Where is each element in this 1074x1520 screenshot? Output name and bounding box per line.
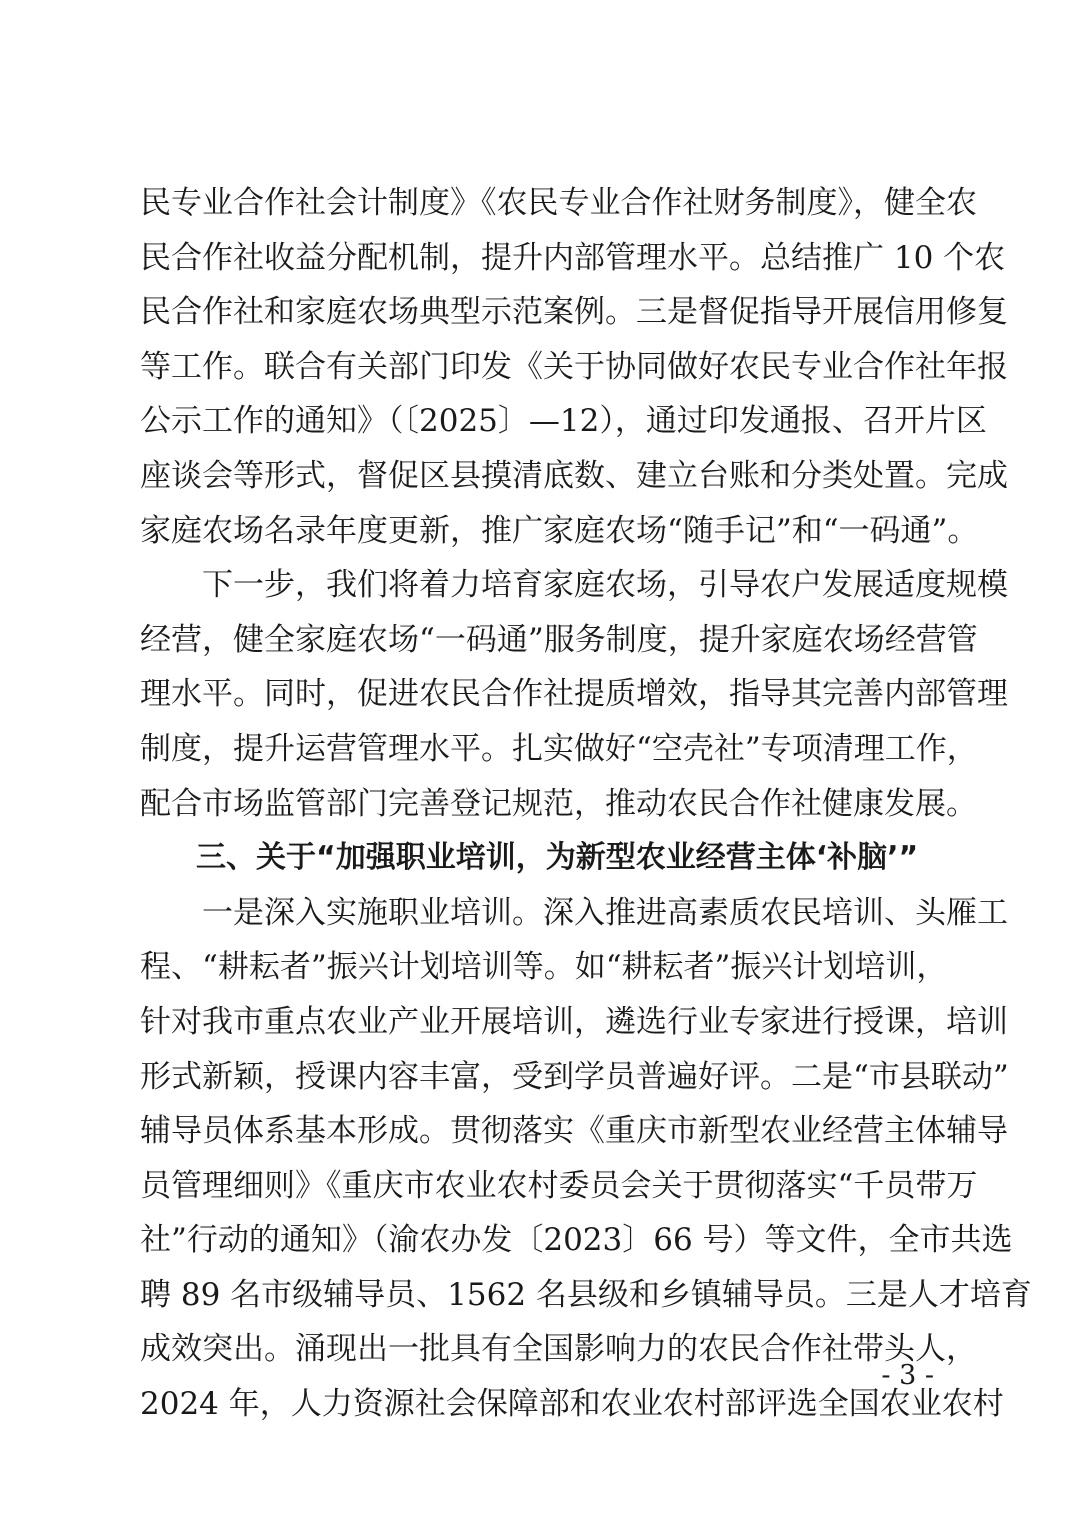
text-line: 民专业合作社会计制度》《农民专业合作社财务制度》，健全农 — [140, 185, 977, 221]
body-text — [140, 176, 1032, 1432]
text-line: 民合作社和家庭农场典型示范案例。三是督促指导开展信用修复 — [140, 294, 1008, 331]
text-line: 成效突出。涌现出一批具有全国影响力的农民合作社带头人， — [140, 1331, 977, 1368]
text-line: 家庭农场名录年度更新，推广家庭农场“随手记”和“一码通”。 — [140, 512, 979, 549]
text-line: 公示工作的通知》（〔2025〕—12），通过印发通报、召开片区 — [140, 403, 987, 440]
text-line: 经营，健全家庭农场“一码通”服务制度，提升家庭农场经营管 — [140, 621, 978, 658]
page-number: - 3 - — [881, 1360, 934, 1391]
text-line: 等工作。联合有关部门印发《关于协同做好农民专业合作社年报 — [140, 348, 1008, 385]
text-line: 聘 89 名市级辅导员、1562 名县级和乡镇辅导员。三是人才培育 — [140, 1276, 1032, 1313]
paragraph-start-line: 一是深入实施职业培训。深入推进高素质农民培训、头雁工 — [202, 894, 1008, 931]
text-line: 理水平。同时，促进农民合作社提质增效，指导其完善内部管理 — [140, 676, 1008, 713]
text-line: 针对我市重点农业产业开展培训，遴选行业专家进行授课，培训 — [140, 1003, 1008, 1040]
text-line: 制度，提升运营管理水平。扎实做好“空壳社”专项清理工作， — [140, 730, 978, 767]
text-line: 配合市场监管部门完善登记规范，推动农民合作社健康发展。 — [140, 785, 977, 822]
text-line: 程、“耕耘者”振兴计划培训等。如“耕耘者”振兴计划培训， — [140, 949, 948, 986]
text-line: 民合作社收益分配机制，提升内部管理水平。总结推广 10 个农 — [140, 239, 1006, 276]
text-line: 2024 年，人力资源社会保障部和农业农村部评选全国农业农村 — [140, 1386, 1004, 1423]
text-line: 辅导员体系基本形成。贯彻落实《重庆市新型农业经营主体辅导 — [140, 1113, 1008, 1150]
section-heading: 三、关于“加强职业培训，为新型农业经营主体‘补脑’” — [196, 840, 919, 876]
text-line: 社”行动的通知》（渝农办发〔2023〕66 号）等文件，全市共选 — [140, 1222, 1013, 1259]
text-line: 形式新颖，授课内容丰富，受到学员普遍好评。二是“市县联动” — [140, 1058, 1009, 1095]
paragraph-start-line: 下一步，我们将着力培育家庭农场，引导农户发展适度规模 — [202, 567, 1008, 604]
text-line: 座谈会等形式，督促区县摸清底数、建立台账和分类处置。完成 — [140, 457, 1008, 494]
text-line: 员管理细则》《重庆市农业农村委员会关于贯彻落实“千员带万 — [140, 1167, 978, 1204]
